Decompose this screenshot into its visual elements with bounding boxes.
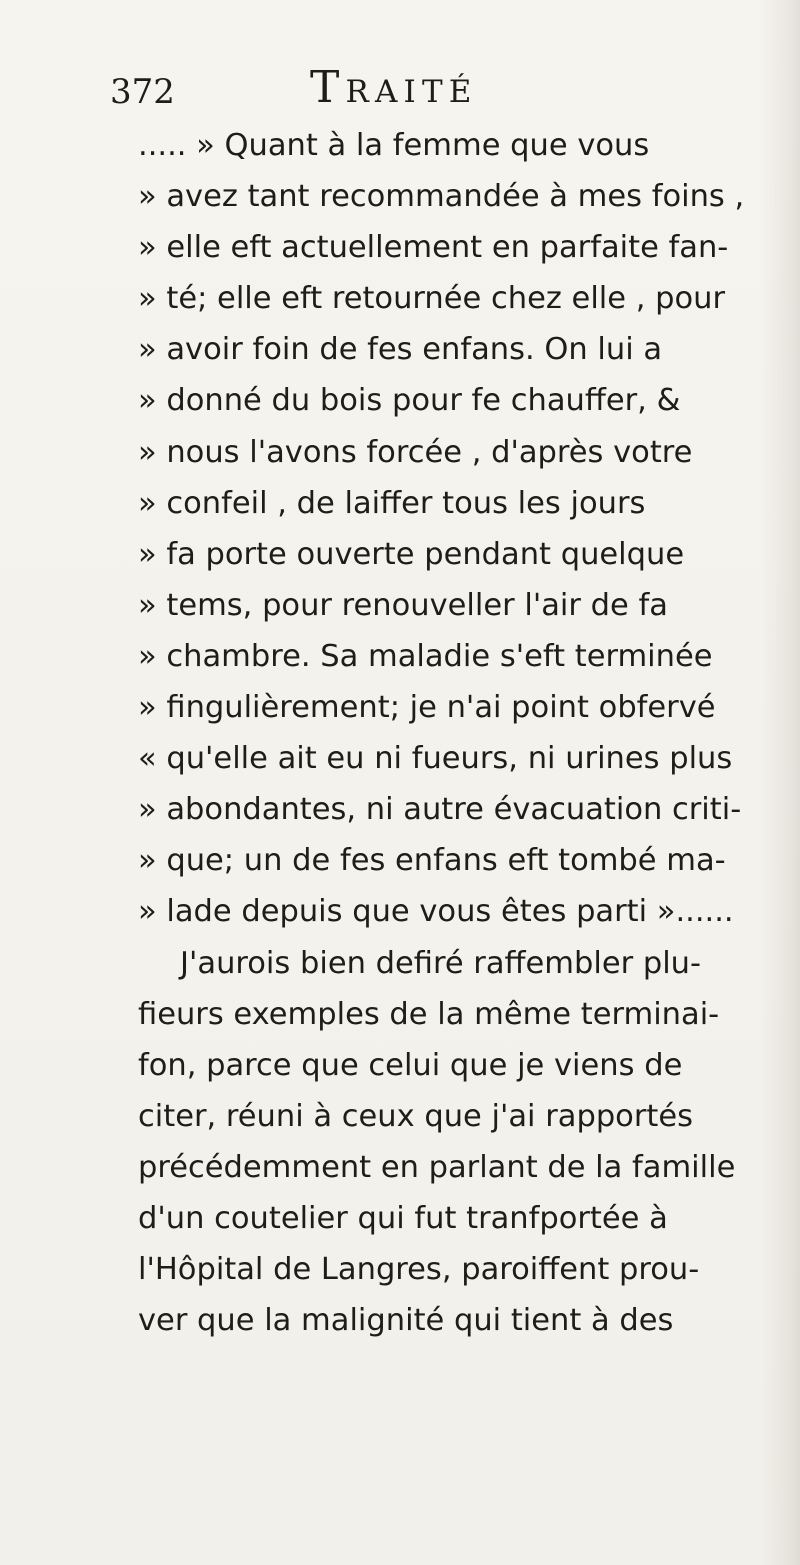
- text-line: » elle eft actuellement en parfaite fan-: [138, 230, 729, 266]
- text-line: « qu'elle ait eu ni fueurs, ni urines plus: [138, 741, 733, 777]
- text-line: » avoir foin de fes enfans. On lui a: [138, 332, 663, 368]
- text-line: » donné du bois pour fe chauffer, &: [138, 383, 681, 419]
- text-line: ..... » Quant à la femme que vous: [138, 128, 650, 163]
- text-line: » té; elle eft retournée chez elle , pour: [138, 281, 726, 317]
- text-line: » confeil , de laiffer tous les jours: [138, 485, 646, 521]
- text-line: » nous l'avons forcée , d'après votre: [138, 434, 693, 470]
- page-number: 372: [110, 72, 175, 112]
- page-header: [110, 62, 670, 112]
- text-line: citer, réuni à ceux que j'ai rapportés: [138, 1098, 693, 1134]
- text-line: » lade depuis que vous êtes parti »......: [138, 894, 734, 930]
- paragraph-start-line: J'aurois bien defiré raffembler plu-: [180, 945, 702, 981]
- text-line: » fingulièrement; je n'ai point obfervé: [138, 690, 716, 726]
- text-line: fon, parce que celui que je viens de: [138, 1047, 683, 1083]
- text-line: » fa porte ouverte pendant quelque: [138, 536, 685, 572]
- text-line: » chambre. Sa maladie s'eft terminée: [138, 638, 713, 674]
- text-line: » abondantes, ni autre évacuation criti-: [138, 792, 742, 828]
- text-line: l'Hôpital de Langres, paroiffent prou-: [138, 1252, 700, 1288]
- text-line: précédemment en parlant de la famille: [138, 1149, 736, 1185]
- text-line: ver que la malignité qui tient à des: [138, 1303, 674, 1339]
- text-line: » avez tant recommandée à mes foins ,: [138, 179, 745, 215]
- running-title: Traité: [310, 62, 478, 113]
- text-line: » que; un de fes enfans eft tombé ma-: [138, 843, 726, 879]
- body-text: [138, 120, 748, 1346]
- text-line: » tems, pour renouveller l'air de fa: [138, 587, 668, 623]
- text-line: d'un coutelier qui fut tranfportée à: [138, 1200, 668, 1236]
- text-line: fieurs exemples de la même terminai-: [138, 996, 720, 1032]
